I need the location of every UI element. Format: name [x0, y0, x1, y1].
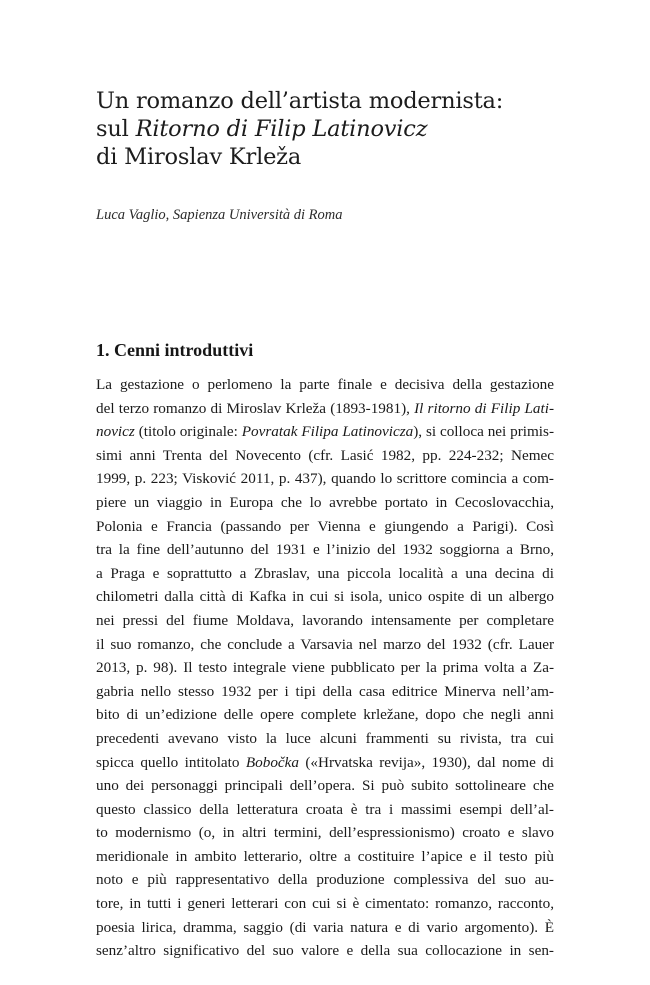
text-run: tra la fine dell’autunno del 1931 e l’inizio del 1932 soggiorna a Brno,	[96, 541, 554, 559]
author-affiliation: Luca Vaglio, Sapienza Università di Roma	[96, 207, 343, 223]
text-run: nei pressi del fiume Moldava, lavorando intensamente per completare	[96, 611, 554, 629]
text-run: a Praga e soprattutto a Zbraslav, una piccola località a una decina di	[96, 564, 554, 582]
article-title	[96, 87, 554, 171]
text-run: del terzo romanzo di Miroslav Krleža (1893-1981),	[96, 399, 415, 417]
text-line	[96, 751, 554, 775]
text-line	[96, 656, 554, 680]
text-run: 1999, p. 223; Visković 2011, p. 437), quando lo scrittore comincia a com-	[96, 470, 554, 488]
text-line	[96, 633, 554, 657]
text-line	[96, 397, 554, 421]
text-line	[96, 420, 554, 444]
italic-text: novicz	[96, 423, 135, 441]
text-line	[96, 585, 554, 609]
text-line	[96, 491, 554, 515]
text-line	[96, 916, 554, 940]
text-line	[96, 821, 554, 845]
text-run: uno dei personaggi principali dell’opera. Si può subito sottolineare che	[96, 777, 554, 795]
text-run: ), si colloca nei primis-	[413, 423, 554, 441]
text-run: noto e più rappresentativo della produzione complessiva del suo au-	[96, 871, 554, 889]
text-line	[96, 538, 554, 562]
italic-text: Il ritorno di Filip Lati-	[414, 399, 554, 417]
text-line	[96, 868, 554, 892]
text-run: («Hrvatska revija», 1930), dal nome di	[299, 753, 554, 771]
title-line-2	[96, 115, 554, 143]
text-line	[96, 609, 554, 633]
text-line	[96, 515, 554, 539]
text-run: piere un viaggio in Europa che lo avrebbe portato in Cecoslovacchia,	[96, 493, 554, 511]
italic-text: Povratak Filipa Latinovicza	[241, 423, 414, 441]
text-line	[96, 680, 554, 704]
title-line-2-prefix: sul	[96, 116, 136, 142]
title-line-3: di Miroslav Krleža	[96, 144, 302, 170]
text-run: meridionale in ambito letterario, oltre a costituire l’apice e il testo più	[96, 847, 554, 865]
text-run: 2013, p. 98). Il testo integrale viene pubblicato per la prima volta a Za-	[96, 659, 554, 677]
text-run: spicca quello intitolato	[96, 753, 246, 771]
text-run: tore, in tutti i generi letterari con cui si è cimentato: romanzo, racconto,	[96, 895, 554, 913]
text-line	[96, 727, 554, 751]
text-run: poesia lirica, dramma, saggio (di varia natura e di vario argomento). È	[96, 918, 554, 936]
text-line	[96, 444, 554, 468]
section-heading: 1. Cenni introduttivi	[96, 340, 254, 360]
text-run: senz’altro significativo del suo valore e della sua collocazione in sen-	[96, 942, 554, 960]
text-run: chilometri dalla città di Kafka in cui si isola, unico ospite di un albergo	[96, 588, 554, 606]
text-run: gabria nello stesso 1932 per i tipi della casa editrice Minerva nell’am-	[96, 682, 554, 700]
text-run: simi anni Trenta del Novecento (cfr. Lasić 1982, pp. 224-232; Nemec	[96, 446, 554, 464]
text-line	[96, 845, 554, 869]
text-run: questo classico della letteratura croata è tra i massimi esempi dell’al-	[96, 800, 554, 818]
text-run: Polonia e Francia (passando per Vienna e giungendo a Parigi). Così	[96, 517, 554, 535]
text-line	[96, 774, 554, 798]
text-line	[96, 703, 554, 727]
page	[96, 0, 554, 985]
italic-text: Bobočka	[245, 753, 299, 771]
text-run: bito di un’edizione delle opere complete krležane, dopo che negli anni	[96, 706, 554, 724]
text-line	[96, 798, 554, 822]
text-line	[96, 562, 554, 586]
text-run: (titolo originale:	[134, 423, 242, 441]
text-run: La gestazione o perlomeno la parte finale e decisiva della gestazione	[96, 376, 554, 393]
body-paragraph	[96, 373, 554, 963]
title-line-1: Un romanzo dell’artista modernista:	[96, 88, 504, 114]
text-run: precedenti avevano visto la luce alcuni frammenti su rivista, tra cui	[96, 729, 554, 747]
text-run: to modernismo (o, in altri termini, dell’espressionismo) croato e slavo	[96, 824, 554, 842]
text-line	[96, 373, 554, 397]
text-run: il suo romanzo, che conclude a Varsavia nel marzo del 1932 (cfr. Lauer	[96, 635, 554, 653]
text-line	[96, 467, 554, 491]
title-line-2-italic: Ritorno di Filip Latinovicz	[135, 116, 428, 142]
text-line	[96, 892, 554, 916]
text-line	[96, 939, 554, 963]
